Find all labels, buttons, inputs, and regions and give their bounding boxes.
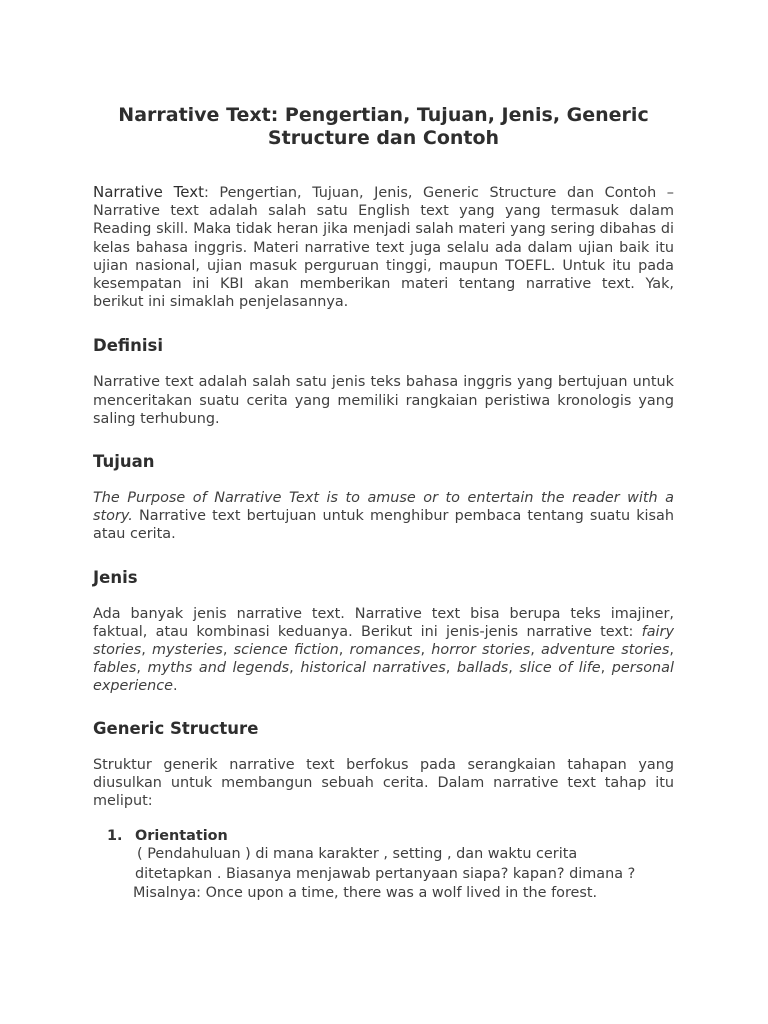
list-item-body (135, 845, 674, 904)
jenis-type-item: fables (93, 660, 137, 677)
definisi-paragraph: Narrative text adalah salah satu jenis teks bahasa inggris yang bertujuan untuk menceritakan suatu cerita yang memiliki rangkaian peristiwa kronologis yang saling terhubung. (93, 374, 674, 427)
jenis-type-item: historical narratives (300, 660, 446, 677)
intro-text: : Pengertian, Tujuan, Jenis, Generic Structure dan Contoh – Narrative text adalah salah satu English text yang yang termasuk dalam Reading skill. Maka tidak heran jika menjadi salah materi yang sering dibahas di kelas bahasa inggris. Materi narrative text juga selalu ada dalam ujian baik itu ujian nasional, ujian masuk perguruan tinggi, maupun TOEFL. Untuk itu pada kesempatan ini KBI akan memberikan materi tentang narrative text. Yak, berikut ini simaklah penjelasannya. (93, 185, 674, 311)
jenis-type-item: fairy stories (93, 623, 674, 659)
jenis-type-item: personal experience (93, 660, 674, 695)
jenis-type-item: ballads (456, 660, 509, 677)
jenis-type-item: science fiction (233, 642, 339, 659)
jenis-type-item: romances (349, 642, 421, 659)
jenis-paragraph (93, 605, 674, 696)
list-number: 1. (107, 828, 123, 845)
intro-paragraph (93, 183, 674, 311)
jenis-text: Ada banyak jenis narrative text. Narrative text bisa berupa teks imajiner, faktual, atau kombinasi keduanya. Berikut ini jenis-jenis narrative text: (93, 605, 674, 640)
list-item (93, 827, 674, 904)
document-content (93, 104, 674, 904)
jenis-end: . (173, 678, 178, 695)
tujuan-text: Narrative text bertujuan untuk menghibur pembaca tentang suatu kisah atau cerita. (93, 508, 674, 543)
heading-jenis: Jenis (93, 567, 138, 587)
page-title: Narrative Text: Pengertian, Tujuan, Jenis, Generic Structure dan Contoh (118, 104, 649, 149)
list-item-title: Orientation (135, 828, 228, 845)
tujuan-paragraph (93, 489, 674, 544)
jenis-type-item: myths and legends (147, 660, 290, 677)
jenis-type-item: adventure stories (541, 642, 670, 659)
heading-tujuan: Tujuan (93, 452, 155, 472)
list-item-line: ( Pendahuluan ) di mana karakter , setting , dan waktu cerita (137, 846, 578, 863)
jenis-type-item: horror stories (431, 642, 531, 659)
generic-paragraph: Struktur generik narrative text berfokus pada serangkaian tahapan yang diusulkan untuk membangun sebuah cerita. Dalam narrative text tahap itu meliput: (93, 756, 674, 810)
jenis-type-item: slice of life (519, 660, 601, 677)
tujuan-italic: The Purpose of Narrative Text is to amuse or to entertain the reader with a story. (93, 490, 674, 525)
list-item-line: Misalnya: Once upon a time, there was a wolf lived in the forest. (133, 885, 598, 902)
heading-definisi: Definisi (93, 336, 163, 356)
jenis-type-item: mysteries (152, 642, 223, 659)
structure-list (93, 827, 674, 904)
heading-generic-structure: Generic Structure (93, 718, 259, 738)
list-item-line: ditetapkan . Biasanya menjawab pertanyaan siapa? kapan? dimana ? (135, 865, 636, 882)
jenis-types-list: fairy stories, mysteries, science fiction, romances, horror stories, adventure stories, fables, myths and legends, historical narratives, ballads, slice of life, personal experience (93, 623, 674, 695)
intro-lead: Narrative Text (93, 183, 204, 201)
